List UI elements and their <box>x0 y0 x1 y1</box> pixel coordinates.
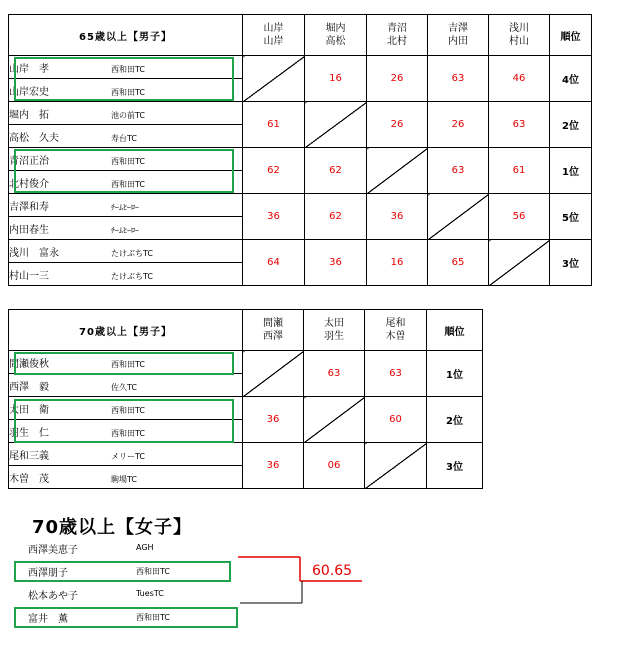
diagonal-cell <box>304 397 365 443</box>
diagonal-cell <box>489 240 550 286</box>
score-cell: 63 <box>428 56 489 102</box>
winner-highlight <box>14 57 234 101</box>
score-cell: 36 <box>367 194 428 240</box>
rank-header: 順位 <box>550 15 592 56</box>
score-cell: 63 <box>365 351 427 397</box>
player-row: 堀内 拓 池の前TC <box>9 102 243 125</box>
score-cell: 61 <box>243 102 305 148</box>
player-row: 西澤 毅 佐久TC <box>9 374 243 397</box>
table-title: 70歳以上【男子】 <box>9 310 243 351</box>
player-club: TuesTC <box>136 589 164 598</box>
player-row: 吉澤和寿 ﾁｰﾑﾋｰﾛｰ <box>9 194 243 217</box>
score-cell: 62 <box>305 194 367 240</box>
score-cell: 65 <box>428 240 489 286</box>
column-header: 吉澤 内田 <box>428 15 489 56</box>
score-cell: 36 <box>243 443 304 489</box>
score-cell: 63 <box>489 102 550 148</box>
player-name: 松本あや子 <box>28 591 78 602</box>
score-cell: 62 <box>243 148 305 194</box>
player-row: 太田 衛 西和田TC <box>9 397 243 420</box>
player-name: 富井 薫 <box>28 614 68 625</box>
column-header: 間瀬 西澤 <box>243 310 304 351</box>
player-row: 羽生 仁 西和田TC <box>9 420 243 443</box>
winner-highlight <box>14 352 234 375</box>
rank-cell: 4位 <box>550 56 592 102</box>
player-name: 西澤朋子 <box>28 568 68 579</box>
rank-cell: 3位 <box>427 443 483 489</box>
column-header: 堀内 高松 <box>305 15 367 56</box>
column-header: 太田 羽生 <box>304 310 365 351</box>
player-name: 西澤美恵子 <box>28 545 78 556</box>
column-header: 青沼 北村 <box>367 15 428 56</box>
score-cell: 26 <box>367 56 428 102</box>
rank-header: 順位 <box>427 310 483 351</box>
rank-cell: 5位 <box>550 194 592 240</box>
score-cell: 16 <box>305 56 367 102</box>
player-row: 浅川 富永 たけぶちTC <box>9 240 243 263</box>
player-club: 西和田TC <box>136 567 171 576</box>
player-row: 山岸 孝 西和田TC <box>9 56 243 79</box>
player-row: 山岸宏史 西和田TC <box>9 79 243 102</box>
player-row: 尾和三義 メリーTC <box>9 443 243 466</box>
diagonal-cell <box>365 443 427 489</box>
score-cell: 63 <box>304 351 365 397</box>
player-row: 木曽 茂 駒場TC <box>9 466 243 489</box>
player-row: 青沼正治 西和田TC <box>9 148 243 171</box>
score-cell: 26 <box>367 102 428 148</box>
player-row: 間瀬俊秋 西和田TC <box>9 351 243 374</box>
score-cell: 36 <box>305 240 367 286</box>
winner-highlight <box>14 607 238 628</box>
table-title: 65歳以上【男子】 <box>9 15 243 56</box>
score-cell: 56 <box>489 194 550 240</box>
score-cell: 60 <box>365 397 427 443</box>
player-club: AGH <box>136 543 154 552</box>
score-cell: 61 <box>489 148 550 194</box>
diagonal-cell <box>367 148 428 194</box>
winner-highlight <box>14 399 234 443</box>
section-title: 70歳以上【女子】 <box>32 517 193 538</box>
score-cell: 16 <box>367 240 428 286</box>
score-cell: 36 <box>243 397 304 443</box>
player-club: 西和田TC <box>136 613 171 622</box>
score-cell: 62 <box>305 148 367 194</box>
score-cell: 64 <box>243 240 305 286</box>
final-score: 60.65 <box>312 563 353 579</box>
player-row: 北村俊介 西和田TC <box>9 171 243 194</box>
rank-cell: 1位 <box>550 148 592 194</box>
diagonal-cell <box>243 56 305 102</box>
winner-highlight <box>14 561 231 582</box>
player-row: 高松 久夫 寿台TC <box>9 125 243 148</box>
diagonal-cell <box>243 351 304 397</box>
diagonal-cell <box>305 102 367 148</box>
column-header: 浅川 村山 <box>489 15 550 56</box>
player-row: 村山一三 たけぶちTC <box>9 263 243 286</box>
rank-cell: 2位 <box>550 102 592 148</box>
rank-cell: 3位 <box>550 240 592 286</box>
column-header: 尾和 木曽 <box>365 310 427 351</box>
winner-highlight <box>14 149 234 193</box>
player-row: 内田春生 ﾁｰﾑﾋｰﾛｰ <box>9 217 243 240</box>
rank-cell: 2位 <box>427 397 483 443</box>
score-cell: 26 <box>428 102 489 148</box>
score-cell: 46 <box>489 56 550 102</box>
score-cell: 06 <box>304 443 365 489</box>
score-cell: 36 <box>243 194 305 240</box>
rank-cell: 1位 <box>427 351 483 397</box>
score-cell: 63 <box>428 148 489 194</box>
column-header: 山岸 山岸 <box>243 15 305 56</box>
diagonal-cell <box>428 194 489 240</box>
